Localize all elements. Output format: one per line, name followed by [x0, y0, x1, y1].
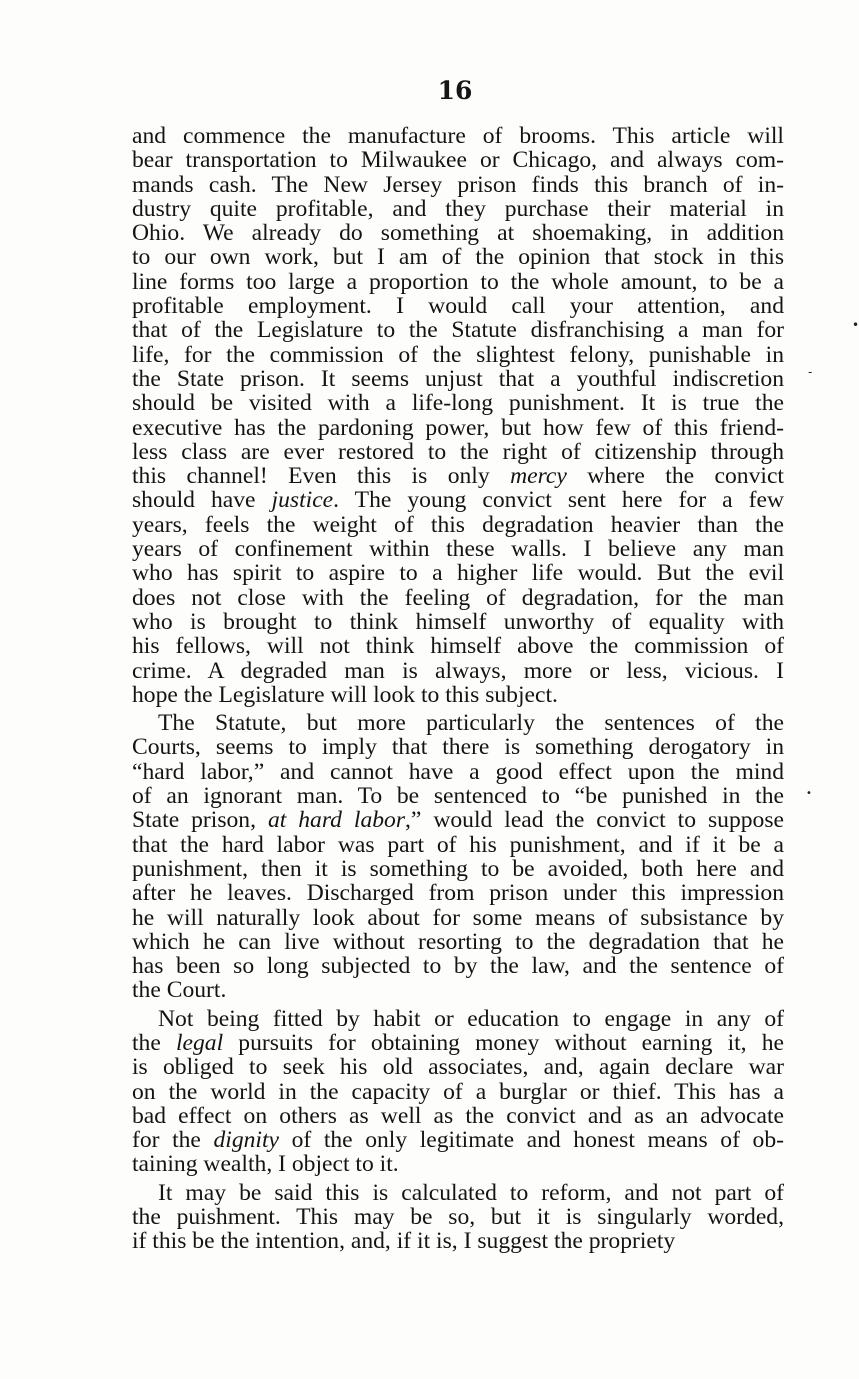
- text-line: years, feels the weight of this degradation heavier than the: [132, 511, 784, 538]
- margin-speck: •: [852, 318, 859, 332]
- text-line: his fellows, will not think himself above the commission of: [132, 633, 784, 660]
- text-line: on the world in the capacity of a burglar or thief. This has a: [132, 1078, 784, 1105]
- text-line: “hard labor,” and cannot have a good effect upon the mind: [132, 758, 784, 785]
- margin-speck: -: [808, 365, 813, 379]
- text-line: this channel! Even this is only mercy where the convict: [132, 463, 784, 490]
- text-line: profitable employment. I would call your attention, and: [132, 293, 784, 320]
- text-line: line forms too large a proportion to the whole amount, to be a: [132, 268, 784, 295]
- page-number: 16: [437, 76, 473, 105]
- text-line: taining wealth, I object to it.: [132, 1151, 399, 1178]
- text-line: State prison, at hard labor,” would lead the convict to suppose: [132, 807, 784, 834]
- text-line: who has spirit to aspire to a higher life would. But the evil: [132, 560, 784, 587]
- paragraph: [132, 1007, 784, 1177]
- text-line: he will naturally look about for some means of subsistance by: [132, 904, 784, 931]
- text-line: for the dignity of the only legitimate and honest means of ob-: [132, 1127, 784, 1154]
- text-line: crime. A degraded man is always, more or less, vicious. I: [132, 657, 784, 684]
- text-line: of an ignorant man. To be sentenced to “be punished in the: [132, 783, 784, 810]
- text-line: punishment, then it is something to be avoided, both here and: [132, 855, 784, 882]
- text-line: It may be said this is calculated to reform, and not part of: [158, 1179, 784, 1206]
- text-line: is obliged to seek his old associates, and, again declare war: [132, 1054, 784, 1081]
- text-line: the puishment. This may be so, but it is singularly worded,: [132, 1204, 784, 1231]
- text-line: which he can live without resorting to the degradation that he: [132, 928, 784, 955]
- text-line: bear transportation to Milwaukee or Chicago, and always com-: [132, 147, 784, 174]
- text-line: should be visited with a life-long punishment. It is true the: [132, 390, 784, 417]
- text-line: the State prison. It seems unjust that a youthful indiscretion: [132, 365, 784, 392]
- text-line: less class are ever restored to the right of citizenship through: [132, 438, 784, 465]
- text-line: that of the Legislature to the Statute disfranchising a man for: [132, 317, 784, 344]
- text-line: Ohio. We already do something at shoemaking, in addition: [132, 220, 784, 247]
- text-line: executive has the pardoning power, but how few of this friend-: [132, 414, 784, 441]
- text-line: the Court.: [132, 977, 227, 1004]
- text-line: dustry quite profitable, and they purchase their material in: [132, 195, 784, 222]
- text-line: life, for the commission of the slightest felony, punishable in: [132, 341, 784, 368]
- text-line: The Statute, but more particularly the sentences of the: [158, 710, 784, 737]
- text-line: after he leaves. Discharged from prison under this impression: [132, 880, 784, 907]
- paragraph: [132, 124, 784, 707]
- text-line: the legal pursuits for obtaining money without earning it, he: [132, 1029, 784, 1056]
- paragraph: [132, 1181, 784, 1254]
- text-line: years of confinement within these walls. I believe any man: [132, 536, 784, 563]
- text-line: bad effect on others as well as the convict and as an advocate: [132, 1102, 784, 1129]
- margin-speck: •: [806, 788, 812, 799]
- text-line: Not being fitted by habit or education to engage in any of: [158, 1005, 784, 1032]
- text-line: and commence the manufacture of brooms. This article will: [132, 123, 784, 149]
- paragraph: [132, 711, 784, 1003]
- body-text: [132, 124, 784, 1254]
- text-line: Courts, seems to imply that there is something derogatory in: [132, 734, 784, 761]
- text-line: hope the Legislature will look to this subject.: [132, 681, 558, 708]
- text-line: that the hard labor was part of his punishment, and if it be a: [132, 831, 784, 858]
- text-line: who is brought to think himself unworthy of equality with: [132, 608, 784, 635]
- text-line: to our own work, but I am of the opinion that stock in this: [132, 244, 784, 271]
- text-line: mands cash. The New Jersey prison finds this branch of in-: [132, 171, 784, 198]
- text-line: if this be the intention, and, if it is, I suggest the propriety: [132, 1228, 676, 1255]
- text-line: does not close with the feeling of degradation, for the man: [132, 584, 784, 611]
- text-line: has been so long subjected to by the law, and the sentence of: [132, 953, 784, 980]
- text-line: should have justice. The young convict sent here for a few: [132, 487, 784, 514]
